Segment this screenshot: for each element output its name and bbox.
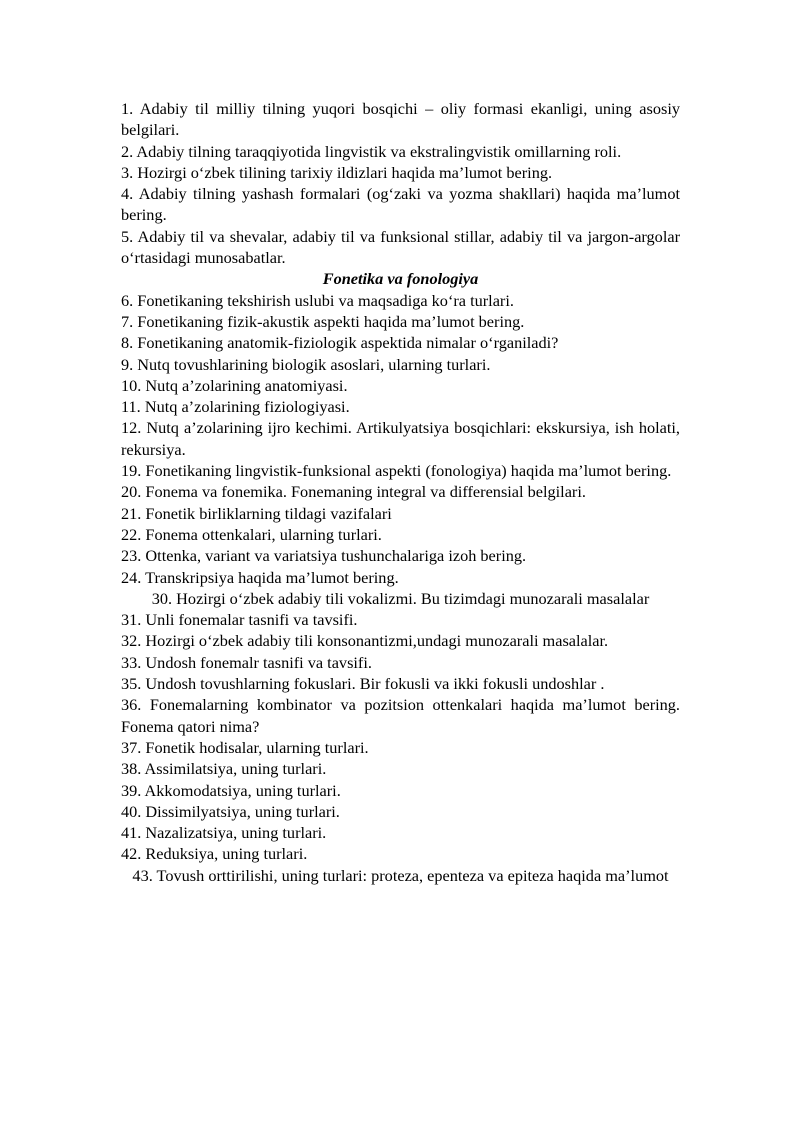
- section-heading: Fonetika va fonologiya: [322, 269, 479, 289]
- list-item: 35. Undosh tovushlarning fokuslari. Bir fokusli va ikki fokusli undoshlar .: [121, 674, 605, 694]
- list-item: 4. Adabiy tilning yashash formalari (ogʻzaki va yozma shakllari) haqida maʼlumot bering.: [121, 184, 680, 225]
- list-item: 32. Hozirgi oʻzbek adabiy tili konsonantizmi,undagi munozarali masalalar.: [121, 631, 609, 651]
- list-item: 8. Fonetikaning anatomik-fiziologik aspektida nimalar oʻrganiladi?: [121, 333, 559, 353]
- list-item: 37. Fonetik hodisalar, ularning turlari.: [121, 737, 369, 757]
- list-item: 40. Dissimilyatsiya, uning turlari.: [121, 801, 340, 821]
- list-item: 36. Fonemalarning kombinator va pozitsion ottenkalari haqida ma’lumot bering. Fonema qatori nima?: [121, 695, 680, 736]
- list-item: 6. Fonetikaning tekshirish uslubi va maqsadiga koʻra turlari.: [121, 290, 514, 310]
- list-item: 11. Nutq a’zolarining fiziologiyasi.: [121, 397, 350, 417]
- list-item: 7. Fonetikaning fizik-akustik aspekti haqida maʼlumot bering.: [121, 311, 525, 331]
- list-item: 1. Adabiy til milliy tilning yuqori bosqichi – oliy formasi ekanligi, uning asosiy belgilari.: [121, 99, 680, 140]
- list-item: 24. Transkripsiya haqida ma’lumot bering.: [121, 567, 399, 587]
- list-item: 9. Nutq tovushlarining biologik asoslari, ularning turlari.: [121, 354, 491, 374]
- list-item: 42. Reduksiya, uning turlari.: [121, 844, 308, 864]
- question-list: [121, 98, 680, 886]
- list-item: 5. Adabiy til va shevalar, adabiy til va funksional stillar, adabiy til va jargon-argolar oʻrtasidagi munosabatlar.: [121, 226, 680, 268]
- list-item: 43. Tovush orttirilishi, uning turlari: proteza, epenteza va epiteza haqida ma’lumot: [132, 865, 669, 885]
- list-item: 10. Nutq a’zolarining anatomiyasi.: [121, 375, 348, 395]
- list-item: 21. Fonetik birliklarning tildagi vazifalari: [121, 503, 392, 523]
- list-item: 38. Assimilatsiya, uning turlari.: [121, 759, 327, 779]
- list-item: 12. Nutq a’zolarining ijro kechimi. Artikulyatsiya bosqichlari: ekskursiya, ish holati, rekursiya.: [121, 418, 680, 459]
- list-item: 41. Nazalizatsiya, uning turlari.: [121, 823, 327, 843]
- list-item: 39. Akkomodatsiya, uning turlari.: [121, 780, 341, 800]
- list-item: 20. Fonema va fonemika. Fonemaning integral va differensial belgilari.: [121, 482, 586, 502]
- list-item: 23. Ottenka, variant va variatsiya tushunchalariga izoh bering.: [121, 546, 527, 566]
- list-item: 30. Hozirgi oʻzbek adabiy tili vokalizmi. Bu tizimdagi munozarali masalalar: [151, 588, 650, 608]
- list-item: 33. Undosh fonemalr tasnifi va tavsifi.: [121, 652, 372, 672]
- list-item: 2. Adabiy tilning taraqqiyotida lingvistik va ekstralingvistik omillarning roli.: [121, 141, 622, 161]
- list-item: 31. Unli fonemalar tasnifi va tavsifi.: [121, 610, 358, 630]
- list-item: 19. Fonetikaning lingvistik-funksional aspekti (fonologiya) haqida ma’lumot bering.: [121, 461, 672, 481]
- list-item: 22. Fonema ottenkalari, ularning turlari.: [121, 524, 382, 544]
- list-item: 3. Hozirgi oʻzbek tilining tarixiy ildizlari haqida maʼlumot bering.: [121, 162, 553, 182]
